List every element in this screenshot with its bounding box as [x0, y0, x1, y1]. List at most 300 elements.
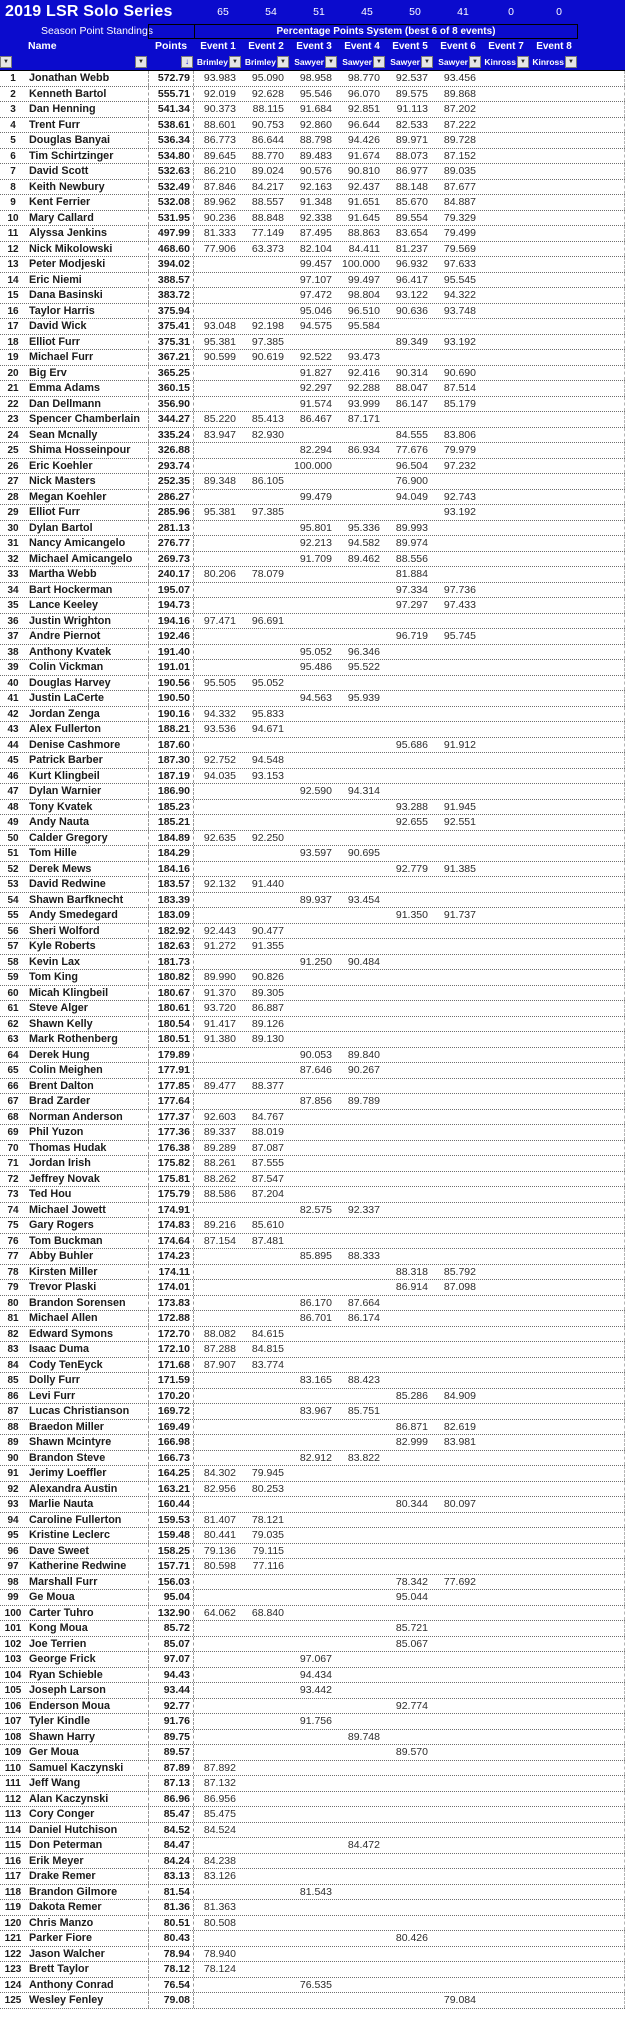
- event-8-cell[interactable]: [530, 1559, 578, 1574]
- rank-cell[interactable]: 6: [10, 150, 16, 162]
- rank-cell[interactable]: 125: [4, 1995, 22, 2006]
- event-3-cell[interactable]: 91.250: [299, 955, 332, 968]
- name-cell[interactable]: Erik Meyer: [29, 1854, 84, 1867]
- event-2-cell[interactable]: [242, 1265, 290, 1280]
- event-2-cell[interactable]: 77.116: [252, 1560, 284, 1572]
- name-cell[interactable]: Phil Yuzon: [29, 1126, 84, 1138]
- event-5-cell[interactable]: [386, 1466, 434, 1481]
- rank-cell[interactable]: 5: [10, 135, 16, 146]
- name-cell[interactable]: David Wick: [29, 320, 87, 332]
- name-cell[interactable]: Ryan Schieble: [29, 1668, 103, 1681]
- name-cell[interactable]: Levi Furr: [29, 1389, 76, 1402]
- rank-cell[interactable]: 7: [10, 166, 16, 177]
- event-3-cell[interactable]: [290, 1172, 338, 1187]
- event-4-cell[interactable]: [338, 1234, 386, 1249]
- rank-cell[interactable]: 32: [7, 553, 19, 565]
- rank-cell[interactable]: 23: [7, 414, 19, 425]
- event-1-cell[interactable]: 78.124: [203, 1963, 236, 1975]
- name-cell[interactable]: Micah Klingbeil: [29, 986, 109, 999]
- event-6-cell[interactable]: [434, 1807, 482, 1822]
- event-7-cell[interactable]: [482, 908, 530, 923]
- event-4-cell[interactable]: [338, 1714, 386, 1729]
- event-8-cell[interactable]: [530, 164, 578, 179]
- event-4-cell[interactable]: [338, 1947, 386, 1962]
- event-7-cell[interactable]: [482, 1172, 530, 1187]
- event-2-cell[interactable]: [242, 381, 290, 396]
- event-1-cell[interactable]: 90.236: [203, 211, 236, 224]
- rank-cell[interactable]: 10: [7, 212, 19, 224]
- rank-cell[interactable]: 53: [7, 879, 19, 890]
- event-1-cell[interactable]: [194, 738, 242, 753]
- points-cell[interactable]: 497.99: [148, 226, 194, 241]
- event-2-cell[interactable]: [242, 1869, 290, 1884]
- event-4-cell[interactable]: 99.497: [347, 273, 380, 286]
- points-cell[interactable]: 85.72: [148, 1621, 194, 1636]
- event-1-cell[interactable]: [194, 1420, 242, 1435]
- event-4-cell[interactable]: [338, 1823, 386, 1838]
- event-4-cell[interactable]: [338, 1435, 386, 1450]
- event-1-cell[interactable]: [194, 1404, 242, 1419]
- event-8-cell[interactable]: [530, 614, 578, 629]
- rank-cell[interactable]: 27: [7, 476, 19, 487]
- rank-cell[interactable]: 112: [4, 1793, 22, 1805]
- event-2-cell[interactable]: 83.774: [251, 1358, 284, 1371]
- event-5-cell[interactable]: [386, 1094, 434, 1109]
- event-4-cell[interactable]: [338, 1187, 386, 1202]
- event-7-cell[interactable]: [482, 1389, 530, 1404]
- name-cell[interactable]: Andre Piernot: [29, 630, 101, 642]
- event-4-cell[interactable]: [338, 707, 386, 722]
- event-4-cell[interactable]: [338, 1606, 386, 1621]
- event-4-cell[interactable]: 90.484: [347, 955, 380, 968]
- event-4-cell[interactable]: [338, 1869, 386, 1884]
- event-5-cell[interactable]: [386, 769, 434, 784]
- event-5-cell[interactable]: [386, 1079, 434, 1094]
- name-cell[interactable]: Brandon Gilmore: [29, 1885, 118, 1898]
- name-cell[interactable]: Abby Buhler: [29, 1250, 94, 1262]
- event-1-cell[interactable]: [194, 1203, 242, 1218]
- name-cell[interactable]: Colin Vickman: [29, 661, 104, 673]
- event-8-cell[interactable]: [530, 1792, 578, 1807]
- points-cell[interactable]: 285.96: [148, 505, 194, 520]
- event-1-cell[interactable]: 89.477: [203, 1079, 236, 1092]
- event-1-cell[interactable]: [194, 800, 242, 815]
- event-1-cell[interactable]: [194, 1048, 242, 1063]
- event-7-cell[interactable]: [482, 1575, 530, 1590]
- event-4-cell[interactable]: 94.426: [347, 134, 380, 146]
- event-2-cell[interactable]: 90.477: [251, 924, 284, 937]
- name-cell[interactable]: David Scott: [29, 165, 89, 177]
- event-3-cell[interactable]: 93.442: [299, 1684, 332, 1696]
- event-5-cell[interactable]: [386, 1017, 434, 1032]
- event-3-cell[interactable]: 91.348: [299, 196, 332, 208]
- event-1-cell[interactable]: 93.536: [203, 723, 236, 735]
- rank-cell[interactable]: 41: [7, 693, 19, 704]
- event-4-cell[interactable]: [338, 1900, 386, 1915]
- event-2-cell[interactable]: 90.826: [251, 971, 284, 983]
- event-6-cell[interactable]: 87.152: [443, 149, 476, 162]
- event-4-cell[interactable]: [338, 459, 386, 474]
- event-4-cell[interactable]: 92.416: [347, 366, 380, 379]
- points-cell[interactable]: 375.94: [148, 304, 194, 319]
- rank-cell[interactable]: 9: [10, 197, 16, 208]
- event-7-cell[interactable]: [482, 1869, 530, 1884]
- event-5-cell[interactable]: [386, 1807, 434, 1822]
- event-5-cell[interactable]: 86.871: [395, 1420, 428, 1433]
- event-7-cell[interactable]: [482, 397, 530, 412]
- points-cell[interactable]: 158.25: [148, 1544, 194, 1559]
- event-5-cell[interactable]: 84.555: [395, 428, 428, 441]
- points-cell[interactable]: 281.13: [148, 521, 194, 536]
- rank-cell[interactable]: 26: [7, 460, 19, 472]
- event-2-cell[interactable]: [242, 1745, 290, 1760]
- points-cell[interactable]: 93.44: [148, 1683, 194, 1698]
- event-1-cell[interactable]: 94.035: [203, 769, 236, 782]
- name-cell[interactable]: Thomas Hudak: [29, 1141, 107, 1154]
- event-5-cell[interactable]: [386, 1342, 434, 1357]
- event-4-cell[interactable]: [338, 428, 386, 443]
- name-cell[interactable]: Kurt Klingbeil: [29, 769, 100, 782]
- event-4-cell[interactable]: [338, 614, 386, 629]
- name-cell[interactable]: Kristine Leclerc: [29, 1529, 111, 1541]
- event-6-cell[interactable]: 91.737: [443, 909, 476, 921]
- event-1-cell[interactable]: [194, 1885, 242, 1900]
- event-7-cell[interactable]: [482, 412, 530, 427]
- event-7-cell[interactable]: [482, 288, 530, 303]
- name-cell[interactable]: Trevor Plaski: [29, 1281, 97, 1293]
- event-2-cell[interactable]: 90.753: [251, 118, 284, 131]
- name-cell[interactable]: Don Peterman: [29, 1839, 103, 1851]
- points-cell[interactable]: 78.94: [148, 1947, 194, 1962]
- event-1-cell[interactable]: 64.062: [203, 1606, 236, 1619]
- event-5-cell[interactable]: 96.417: [395, 273, 428, 286]
- points-cell[interactable]: 177.37: [148, 1110, 194, 1125]
- event-2-cell[interactable]: [242, 1311, 290, 1326]
- event-1-cell[interactable]: [194, 784, 242, 799]
- event-2-cell[interactable]: [242, 1993, 290, 2008]
- event-3-cell[interactable]: [290, 1280, 338, 1295]
- event-1-cell[interactable]: [194, 846, 242, 861]
- event-2-cell[interactable]: 93.153: [251, 769, 284, 782]
- event-7-cell[interactable]: [482, 970, 530, 985]
- event-5-cell[interactable]: 83.654: [395, 227, 428, 239]
- rank-cell[interactable]: 92: [7, 1483, 19, 1495]
- event-7-cell[interactable]: [482, 1978, 530, 1993]
- name-cell[interactable]: Nick Masters: [29, 475, 96, 487]
- event-8-cell[interactable]: [530, 335, 578, 350]
- event-7-cell[interactable]: [482, 1373, 530, 1388]
- event-8-cell[interactable]: [530, 1234, 578, 1249]
- event-6-cell[interactable]: 83.806: [443, 428, 476, 441]
- points-cell[interactable]: 180.61: [148, 1001, 194, 1016]
- event-6-cell[interactable]: [434, 1761, 482, 1776]
- event-2-cell[interactable]: 84.615: [251, 1327, 284, 1340]
- event-6-cell[interactable]: [434, 1590, 482, 1605]
- event-1-cell[interactable]: 85.220: [203, 413, 236, 425]
- event-8-cell[interactable]: [530, 1265, 578, 1280]
- event-1-cell[interactable]: 89.962: [203, 196, 236, 208]
- event-3-cell[interactable]: 83.967: [299, 1405, 332, 1417]
- event-3-cell[interactable]: [290, 474, 338, 489]
- rank-cell[interactable]: 13: [7, 259, 19, 270]
- name-cell[interactable]: Colin Meighen: [29, 1064, 103, 1076]
- name-cell[interactable]: Brent Dalton: [29, 1079, 94, 1092]
- event-5-cell[interactable]: [386, 1156, 434, 1171]
- event-3-cell[interactable]: 87.646: [299, 1064, 332, 1076]
- event-5-cell[interactable]: 90.636: [395, 304, 428, 317]
- event-6-cell[interactable]: [434, 1699, 482, 1714]
- event-7-cell[interactable]: [482, 1854, 530, 1869]
- event-2-cell[interactable]: 89.130: [251, 1033, 284, 1045]
- event-5-cell[interactable]: 96.504: [395, 459, 428, 472]
- event-7-cell[interactable]: [482, 474, 530, 489]
- name-cell[interactable]: Spencer Chamberlain: [29, 413, 141, 425]
- name-cell[interactable]: Brett Taylor: [29, 1963, 89, 1975]
- event-2-cell[interactable]: [242, 490, 290, 505]
- rank-cell[interactable]: 19: [7, 352, 19, 363]
- event-6-cell[interactable]: [434, 1451, 482, 1466]
- event-7-cell[interactable]: [482, 784, 530, 799]
- name-cell[interactable]: Brad Zarder: [29, 1095, 91, 1107]
- event-1-cell[interactable]: [194, 645, 242, 660]
- event-6-cell[interactable]: [434, 536, 482, 551]
- event-3-cell[interactable]: 92.522: [299, 351, 332, 363]
- event-2-cell[interactable]: 82.930: [251, 428, 284, 441]
- event-1-cell[interactable]: [194, 1311, 242, 1326]
- event-2-cell[interactable]: 94.671: [251, 723, 284, 735]
- event-6-cell[interactable]: [434, 1962, 482, 1977]
- rank-cell[interactable]: 63: [7, 1034, 19, 1045]
- event-5-cell[interactable]: [386, 412, 434, 427]
- event-2-cell[interactable]: [242, 598, 290, 613]
- rank-cell[interactable]: 30: [7, 522, 19, 534]
- event-5-cell[interactable]: 88.318: [395, 1265, 428, 1278]
- event-1-cell[interactable]: [194, 1435, 242, 1450]
- event-2-cell[interactable]: [242, 288, 290, 303]
- event-2-cell[interactable]: [242, 1792, 290, 1807]
- event-5-cell[interactable]: [386, 1032, 434, 1047]
- event-8-cell[interactable]: [530, 908, 578, 923]
- rank-cell[interactable]: 91: [7, 1468, 19, 1479]
- event-6-cell[interactable]: [434, 986, 482, 1001]
- event-6-cell[interactable]: 97.736: [443, 583, 476, 596]
- event-5-cell[interactable]: [386, 784, 434, 799]
- points-cell[interactable]: 174.23: [148, 1249, 194, 1264]
- event-3-cell[interactable]: [290, 815, 338, 830]
- event-6-cell[interactable]: [434, 769, 482, 784]
- event-6-cell[interactable]: [434, 846, 482, 861]
- event-7-cell[interactable]: [482, 521, 530, 536]
- event-1-cell[interactable]: 87.132: [203, 1777, 236, 1789]
- event-4-cell[interactable]: [338, 1528, 386, 1543]
- rank-cell[interactable]: 110: [4, 1762, 22, 1774]
- event-5-cell[interactable]: [386, 350, 434, 365]
- event-6-cell[interactable]: [434, 1482, 482, 1497]
- event-6-cell[interactable]: 83.981: [443, 1436, 476, 1448]
- event-2-cell[interactable]: [242, 1962, 290, 1977]
- points-cell[interactable]: 175.81: [148, 1172, 194, 1187]
- event-5-cell[interactable]: 78.342: [395, 1575, 428, 1588]
- event-5-cell[interactable]: 86.977: [395, 165, 428, 177]
- event-2-cell[interactable]: [242, 1947, 290, 1962]
- event-7-cell[interactable]: [482, 1590, 530, 1605]
- rank-cell[interactable]: 45: [7, 755, 19, 766]
- event-7-cell[interactable]: [482, 1683, 530, 1698]
- event-5-cell[interactable]: [386, 1373, 434, 1388]
- event-4-cell[interactable]: [338, 1032, 386, 1047]
- rank-cell[interactable]: 47: [7, 786, 19, 797]
- name-cell[interactable]: Trent Furr: [29, 118, 80, 131]
- event-5-cell[interactable]: [386, 924, 434, 939]
- event-4-cell[interactable]: [338, 877, 386, 892]
- rank-cell[interactable]: 76: [7, 1235, 19, 1247]
- event-7-cell[interactable]: [482, 1342, 530, 1357]
- rank-cell[interactable]: 37: [7, 631, 19, 642]
- name-cell[interactable]: Carter Tuhro: [29, 1606, 94, 1619]
- event-5-cell[interactable]: [386, 1962, 434, 1977]
- event-1-cell[interactable]: 87.907: [203, 1358, 236, 1371]
- event-2-cell[interactable]: 91.355: [251, 940, 284, 952]
- name-cell[interactable]: Tony Kvatek: [29, 800, 93, 813]
- event-6-cell[interactable]: 89.728: [443, 134, 476, 146]
- event-2-cell[interactable]: 84.815: [251, 1343, 284, 1355]
- event-4-cell[interactable]: 90.695: [347, 847, 380, 859]
- event-6-cell[interactable]: [434, 1358, 482, 1373]
- event-2-cell[interactable]: [242, 304, 290, 319]
- points-cell[interactable]: 180.67: [148, 986, 194, 1001]
- event-7-cell[interactable]: [482, 1544, 530, 1559]
- event-5-cell[interactable]: 91.350: [395, 909, 428, 921]
- event-2-cell[interactable]: 88.115: [252, 103, 284, 115]
- event-8-cell[interactable]: [530, 459, 578, 474]
- event-8-cell[interactable]: [530, 1776, 578, 1791]
- event-4-cell[interactable]: 96.346: [347, 645, 380, 658]
- event-1-filter-dropdown-icon[interactable]: ▼: [229, 56, 241, 68]
- event-7-cell[interactable]: [482, 1993, 530, 2008]
- event-5-cell[interactable]: 96.932: [395, 258, 428, 270]
- event-6-cell[interactable]: [434, 707, 482, 722]
- points-cell[interactable]: 171.59: [148, 1373, 194, 1388]
- event-7-cell[interactable]: [482, 1141, 530, 1156]
- name-cell[interactable]: Dave Sweet: [29, 1544, 90, 1557]
- event-6-cell[interactable]: 79.979: [443, 444, 476, 456]
- event-2-cell[interactable]: [242, 1048, 290, 1063]
- event-8-cell[interactable]: [530, 1001, 578, 1016]
- rank-cell[interactable]: 2: [10, 88, 16, 100]
- event-3-cell[interactable]: [290, 862, 338, 877]
- event-6-cell[interactable]: 93.456: [443, 72, 476, 84]
- event-6-cell[interactable]: [434, 1668, 482, 1683]
- points-cell[interactable]: 80.43: [148, 1931, 194, 1946]
- event-2-cell[interactable]: [242, 1621, 290, 1636]
- name-cell[interactable]: Martha Webb: [29, 568, 97, 580]
- event-3-cell[interactable]: [290, 707, 338, 722]
- event-8-cell[interactable]: [530, 1466, 578, 1481]
- event-4-cell[interactable]: [338, 1621, 386, 1636]
- event-1-cell[interactable]: 93.048: [203, 320, 236, 332]
- points-cell[interactable]: 182.63: [148, 939, 194, 954]
- event-2-cell[interactable]: 89.024: [251, 165, 284, 177]
- event-1-cell[interactable]: 86.210: [203, 165, 236, 177]
- event-1-cell[interactable]: [194, 583, 242, 598]
- event-8-cell[interactable]: [530, 412, 578, 427]
- event-5-cell[interactable]: 89.349: [395, 335, 428, 348]
- event-5-cell[interactable]: [386, 1683, 434, 1698]
- event-6-cell[interactable]: [434, 1544, 482, 1559]
- event-5-cell[interactable]: [386, 691, 434, 706]
- event-4-cell[interactable]: [338, 1110, 386, 1125]
- event-6-cell[interactable]: [434, 412, 482, 427]
- event-2-cell[interactable]: 85.610: [251, 1219, 284, 1231]
- event-5-filter-dropdown-icon[interactable]: ▼: [421, 56, 433, 68]
- rank-cell[interactable]: 75: [7, 1220, 19, 1231]
- event-4-cell[interactable]: 88.333: [347, 1250, 380, 1262]
- points-cell[interactable]: 182.92: [148, 924, 194, 939]
- event-2-cell[interactable]: [242, 1776, 290, 1791]
- points-cell[interactable]: 532.08: [148, 195, 194, 210]
- event-6-cell[interactable]: [434, 1745, 482, 1760]
- name-cell[interactable]: Jerimy Loeffler: [29, 1467, 107, 1479]
- name-cell[interactable]: Samuel Kaczynski: [29, 1761, 124, 1774]
- points-cell[interactable]: 534.80: [148, 149, 194, 164]
- event-1-cell[interactable]: [194, 1249, 242, 1264]
- points-cell[interactable]: 156.03: [148, 1575, 194, 1590]
- event-3-cell[interactable]: [290, 738, 338, 753]
- event-3-cell[interactable]: 90.576: [299, 165, 332, 177]
- event-7-cell[interactable]: [482, 1730, 530, 1745]
- event-6-cell[interactable]: [434, 1466, 482, 1481]
- event-1-cell[interactable]: 89.348: [203, 475, 236, 487]
- event-6-cell[interactable]: [434, 1792, 482, 1807]
- points-cell[interactable]: 194.16: [148, 614, 194, 629]
- event-5-cell[interactable]: 92.655: [395, 816, 428, 828]
- event-3-cell[interactable]: [290, 908, 338, 923]
- name-cell[interactable]: Elliot Furr: [29, 335, 80, 348]
- rank-cell[interactable]: 96: [7, 1545, 19, 1557]
- event-7-cell[interactable]: [482, 1528, 530, 1543]
- event-8-cell[interactable]: [530, 583, 578, 598]
- event-7-cell[interactable]: [482, 955, 530, 970]
- event-5-cell[interactable]: [386, 1172, 434, 1187]
- event-3-cell[interactable]: 95.486: [299, 661, 332, 673]
- rank-cell[interactable]: 68: [7, 1111, 19, 1123]
- event-4-cell[interactable]: [338, 490, 386, 505]
- event-1-cell[interactable]: 78.940: [203, 1947, 236, 1960]
- event-4-cell[interactable]: 93.454: [347, 893, 380, 906]
- points-cell[interactable]: 159.53: [148, 1513, 194, 1528]
- event-3-cell[interactable]: 92.297: [299, 382, 332, 394]
- name-cell[interactable]: Big Erv: [29, 366, 67, 379]
- rank-cell[interactable]: 102: [4, 1638, 22, 1650]
- event-8-cell[interactable]: [530, 319, 578, 334]
- event-7-cell[interactable]: [482, 753, 530, 768]
- event-3-cell[interactable]: 94.575: [299, 320, 332, 332]
- event-6-cell[interactable]: 84.909: [443, 1389, 476, 1402]
- event-8-cell[interactable]: [530, 102, 578, 117]
- name-cell[interactable]: Shawn Harry: [29, 1730, 96, 1743]
- points-cell[interactable]: 89.57: [148, 1745, 194, 1760]
- event-4-cell[interactable]: [338, 1420, 386, 1435]
- event-7-cell[interactable]: [482, 1156, 530, 1171]
- event-5-cell[interactable]: 85.286: [395, 1389, 428, 1402]
- name-cell[interactable]: Keith Newbury: [29, 180, 105, 193]
- event-4-cell[interactable]: [338, 1079, 386, 1094]
- event-5-cell[interactable]: [386, 1776, 434, 1791]
- event-3-cell[interactable]: [290, 1854, 338, 1869]
- event-7-cell[interactable]: [482, 769, 530, 784]
- event-4-cell[interactable]: [338, 1513, 386, 1528]
- event-2-cell[interactable]: [242, 1885, 290, 1900]
